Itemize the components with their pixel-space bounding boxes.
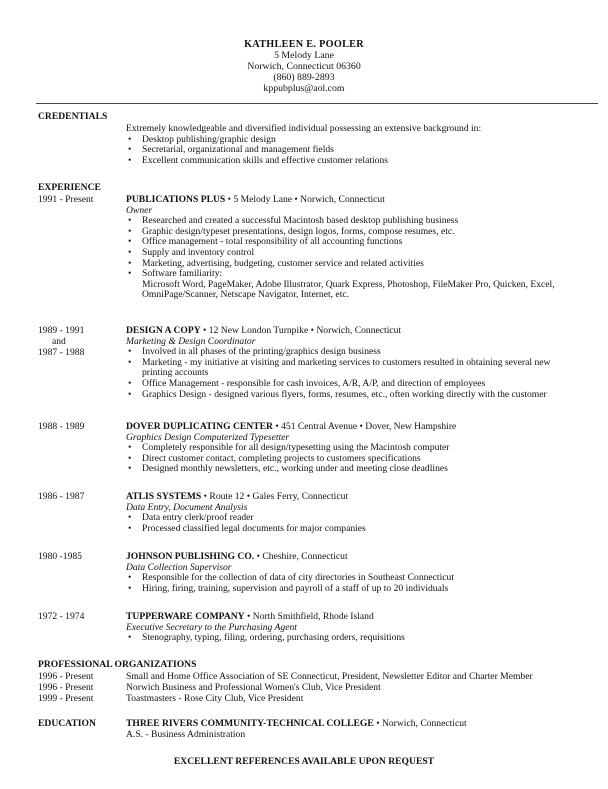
duties-list	[126, 573, 596, 594]
resume-header	[0, 39, 608, 94]
job-title: Data Collection Supervisor	[126, 561, 232, 573]
list-item: • Responsible for the collection of data of city directories in Southeast Connecticut	[126, 573, 596, 584]
list-item: • Office Management - responsible for cash invoices, A/R, A/P, and direction of employees	[126, 379, 596, 390]
job-dates: 1987 - 1988	[38, 347, 85, 358]
company-location: • Cheshire, Connecticut	[254, 551, 348, 562]
job-entry	[126, 492, 596, 534]
org-dates: 1999 - Present	[38, 693, 94, 704]
job-entry	[126, 326, 596, 400]
job-title: Executive Secretary to the Purchasing Agent	[126, 621, 297, 633]
job-title: Owner	[126, 204, 153, 216]
credentials-intro: Extremely knowledgeable and diversified individual possessing an extensive background in:	[126, 123, 482, 134]
list-item: • Software familiarity:	[126, 269, 596, 280]
job-entry	[126, 195, 596, 301]
duties-list	[126, 633, 596, 644]
list-item: • Designed monthly newsletters, etc., working under and meeting close deadlines	[126, 464, 596, 475]
duties-list	[126, 347, 596, 400]
job-entry	[126, 612, 596, 644]
list-item-continuation: printing accounts	[142, 367, 209, 379]
list-item: • Involved in all phases of the printing/graphics design business	[126, 347, 596, 358]
list-item: • Office management - total responsibility of all accounting functions	[126, 237, 596, 248]
job-entry	[126, 552, 596, 594]
list-item: • Direct customer contact, completing projects to customers specifications	[126, 454, 596, 465]
org-text: Norwich Business and Professional Women's Club, Vice President	[126, 682, 381, 693]
list-item-continuation: OmniPage/Scanner, Netscape Navigator, Internet, etc.	[142, 289, 350, 301]
list-item: • Completely responsible for all design/typesetting using the Macintosh computer	[126, 443, 596, 454]
list-item: • Graphics Design - designed various flyers, forms, resumes, etc., often working directly with the customer	[126, 390, 596, 401]
job-title: Graphics Design Computerized Typesetter	[126, 431, 290, 443]
list-item: • Supply and inventory control	[126, 248, 596, 259]
job-dates: 1980 -1985	[38, 551, 82, 562]
company-name: DESIGN A COPY	[126, 325, 201, 336]
company-name: DOVER DUPLICATING CENTER	[126, 421, 273, 432]
organizations-heading: PROFESSIONAL ORGANIZATIONS	[38, 659, 197, 670]
list-item-continuation: Microsoft Word, PageMaker, Adobe Illustrator, Quark Express, Photoshop, FileMaker Pro, Quicken, Excel,	[142, 278, 555, 290]
company-name: TUPPERWARE COMPANY	[126, 611, 245, 622]
duties-list	[126, 216, 596, 301]
references-note: EXCELLENT REFERENCES AVAILABLE UPON REQUEST	[173, 756, 435, 767]
applicant-name: KATHLEEN E. POOLER	[244, 39, 364, 50]
list-item: • Marketing - my initiative at visiting and marketing services to customers resulted in obtaining several new	[126, 358, 596, 369]
duties-list	[126, 443, 596, 475]
company-location: • 451 Central Avenue • Dover, New Hampshire	[272, 421, 457, 432]
company-name: ATLIS SYSTEMS	[126, 491, 202, 502]
list-item: • Desktop publishing/graphic design	[126, 135, 596, 146]
list-item: • Secretarial, organizational and management fields	[126, 145, 596, 156]
list-item: • Graphic design/typeset presentations, design logos, forms, compose resumes, etc.	[126, 227, 596, 238]
job-dates: 1986 - 1987	[38, 491, 85, 502]
org-text: Toastmasters - Rose City Club, Vice President	[126, 693, 304, 704]
credentials-section	[126, 124, 596, 166]
education-heading: EDUCATION	[38, 718, 96, 729]
job-dates: 1972 - 1974	[38, 611, 85, 622]
city-state-zip: Norwich, Connecticut 06360	[247, 61, 361, 72]
phone-number: (860) 889-2893	[273, 72, 335, 83]
company-location: • 5 Melody Lane • Norwich, Connecticut	[225, 194, 385, 205]
job-dates-and: and	[52, 336, 66, 347]
experience-heading: EXPERIENCE	[38, 182, 101, 193]
list-item: • Stenography, typing, filing, ordering, purchasing orders, requisitions	[126, 633, 596, 644]
header-divider	[36, 103, 598, 104]
job-entry	[126, 422, 596, 475]
job-title: Data Entry, Document Analysis	[126, 501, 248, 513]
company-location: • North Smithfield, Rhode Island	[244, 611, 374, 622]
list-item: • Hiring, firing, training, supervision and payroll of a staff of up to 20 individuals	[126, 584, 596, 595]
list-item: • Researched and created a successful Macintosh based desktop publishing business	[126, 216, 596, 227]
company-name: PUBLICATIONS PLUS	[126, 194, 226, 205]
job-dates: 1988 - 1989	[38, 421, 85, 432]
list-item: • Excellent communication skills and effective customer relations	[126, 156, 596, 167]
list-item: • Data entry clerk/proof reader	[126, 513, 596, 524]
list-item: • Processed classified legal documents for major companies	[126, 524, 596, 535]
company-location: • 12 New London Turnpike • Norwich, Connecticut	[200, 325, 402, 336]
company-name: JOHNSON PUBLISHING CO.	[126, 551, 255, 562]
duties-list	[126, 513, 596, 534]
education-entry	[126, 719, 596, 740]
org-text: Small and Home Office Association of SE Connecticut, President, Newsletter Editor and Charter Member	[126, 671, 533, 682]
email-address: kppubplus@aol.com	[263, 83, 345, 94]
street-address: 5 Melody Lane	[274, 50, 334, 61]
credentials-list	[126, 135, 596, 167]
list-item: • Marketing, advertising, budgeting, customer service and related activities	[126, 259, 596, 270]
org-dates: 1996 - Present	[38, 682, 94, 693]
job-dates: 1989 - 1991	[38, 325, 85, 336]
credentials-heading: CREDENTIALS	[38, 111, 108, 122]
company-location: • Route 12 • Gales Ferry, Connecticut	[201, 491, 349, 502]
degree: A.S. - Business Administration	[126, 728, 246, 740]
school-location: • Norwich, Connecticut	[373, 718, 467, 729]
org-dates: 1996 - Present	[38, 671, 94, 682]
job-title: Marketing & Design Coordinator	[126, 335, 256, 347]
school-name: THREE RIVERS COMMUNITY-TECHNICAL COLLEGE	[126, 718, 374, 729]
job-dates: 1991 - Present	[38, 194, 94, 205]
